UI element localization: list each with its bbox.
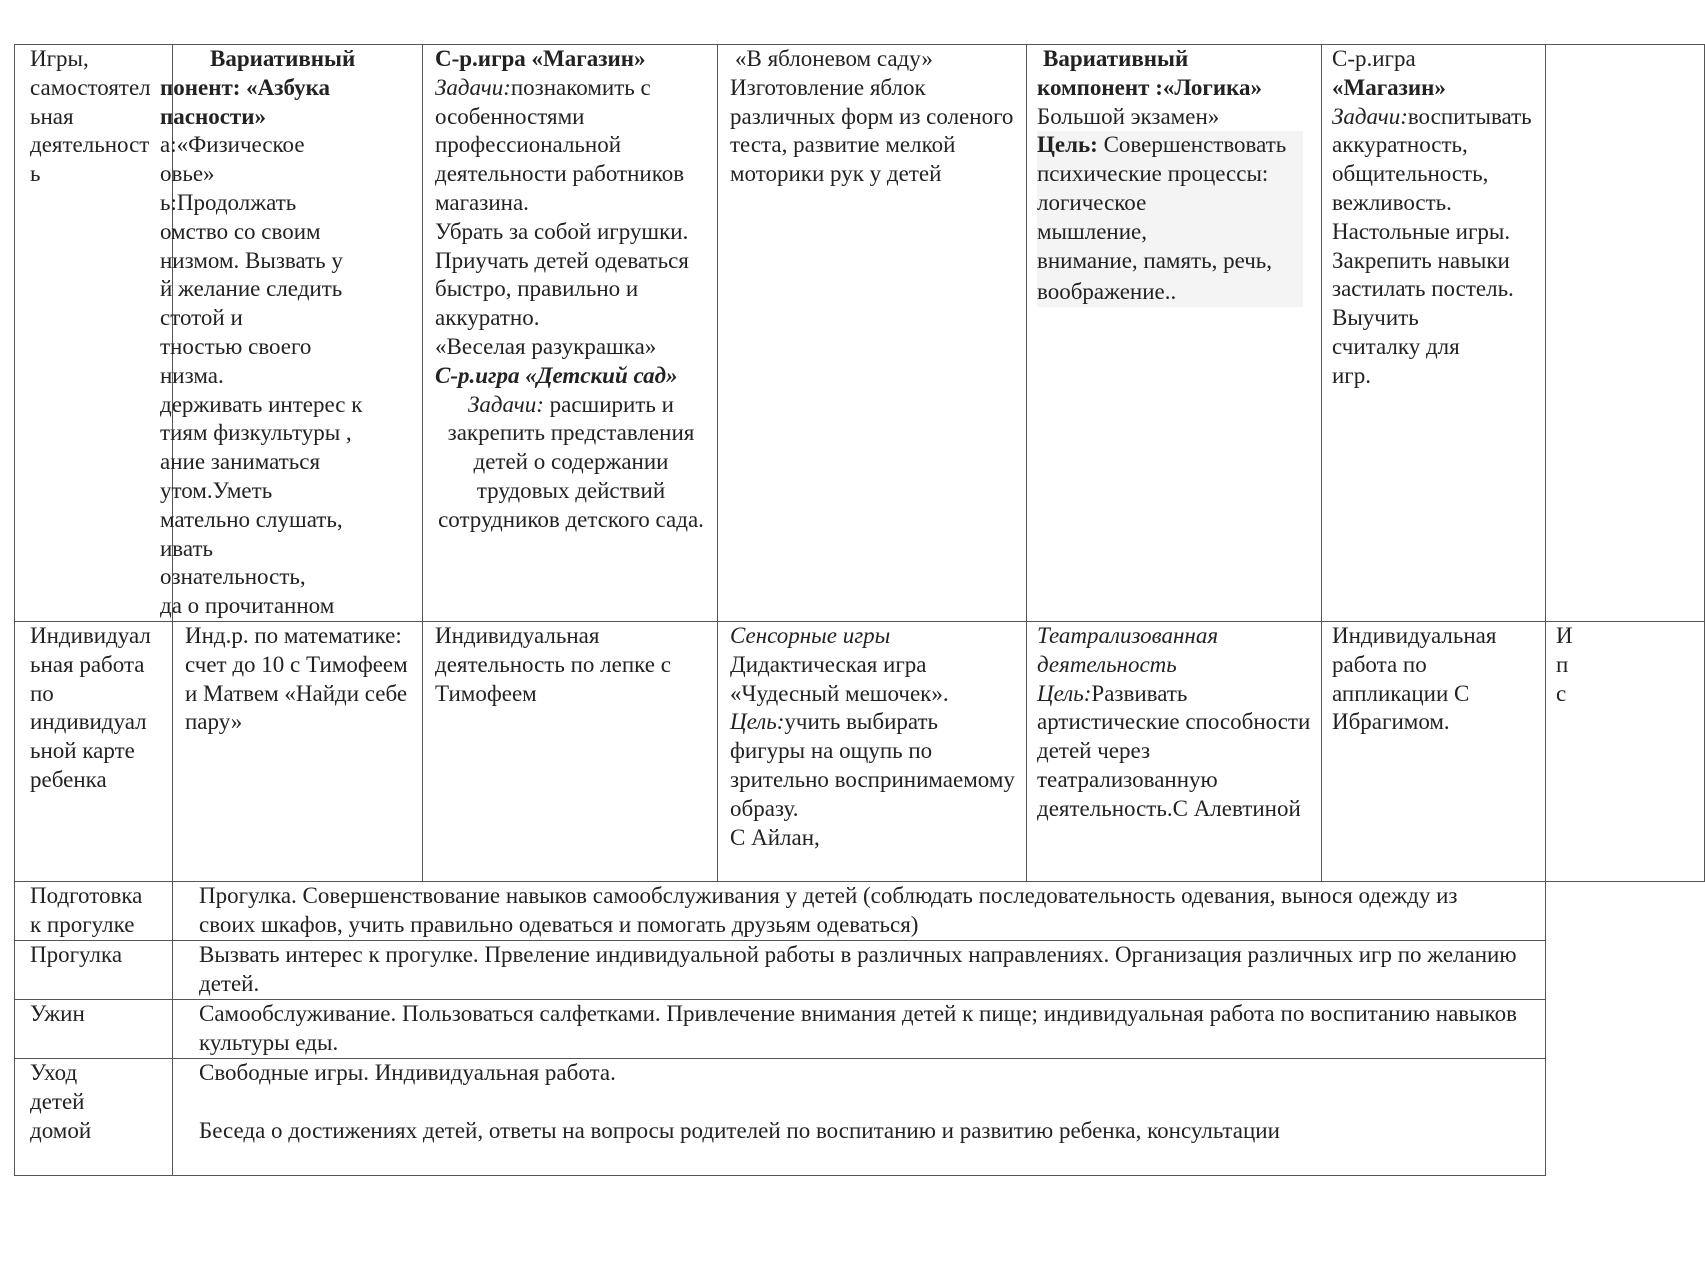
cell-games-fri bbox=[1322, 45, 1546, 622]
thu-goal-line: внимание, память, речь, bbox=[1037, 247, 1273, 273]
fri-line: Настольные игры. bbox=[1332, 218, 1511, 244]
mon-line: овье» bbox=[160, 161, 215, 187]
row-label-walk bbox=[15, 941, 173, 1000]
leaving-text-2: Беседа о достижениях детей, ответы на вопросы родителей по воспитанию и развитию ребенка, консультации bbox=[199, 1117, 1280, 1143]
tue-task: Задачи:познакомить с особенностями профессиональной деятельности работников магазина. bbox=[435, 74, 685, 215]
mon-title-line: пасности» bbox=[160, 103, 266, 129]
cell-games-thu bbox=[1027, 45, 1322, 622]
label-line: к прогулке bbox=[30, 911, 135, 937]
tue-title: С-р.игра «Магазин» bbox=[435, 46, 646, 71]
individual-wed-title: Сенсорные игры bbox=[730, 623, 891, 648]
mon-line: мательно слушать, bbox=[160, 506, 343, 532]
mon-line: да о прочитанном bbox=[160, 593, 335, 619]
cell-games-mon bbox=[160, 45, 423, 622]
cell-individual-tue bbox=[423, 622, 718, 882]
daily-plan-table bbox=[14, 44, 1705, 1176]
row-leaving bbox=[15, 1059, 1705, 1176]
tue-line: «Веселая разукрашка» bbox=[435, 333, 657, 359]
label-line: ьная bbox=[30, 103, 74, 129]
tue-line: Убрать за собой игрушки. bbox=[435, 218, 689, 244]
mon-line: тиям физкультуры , bbox=[160, 420, 352, 446]
row-label-walk-prep bbox=[15, 882, 173, 941]
label-line: ь bbox=[30, 161, 41, 187]
row-dinner bbox=[15, 1000, 1705, 1059]
label-line: домой bbox=[30, 1117, 92, 1143]
cell-games-tue bbox=[423, 45, 718, 622]
individual-thu-goal: Цель:Развивать артистические способности детей через театрализованную деятельность.С Алевтиной bbox=[1037, 680, 1311, 821]
leaving-text-1: Свободные игры. Индивидуальная работа. bbox=[199, 1060, 616, 1085]
mon-line: ь:Продолжать bbox=[160, 189, 297, 215]
thu-title: компонент :«Логика» bbox=[1037, 74, 1263, 100]
mon-line: ознательность, bbox=[160, 564, 306, 590]
row-walk-prep bbox=[15, 882, 1705, 941]
thu-subtitle: Большой экзамен» bbox=[1037, 103, 1220, 129]
fri-task: Задачи:воспитывать аккуратность, общительность, вежливость. bbox=[1332, 103, 1532, 215]
cell-leaving-next bbox=[1546, 1059, 1705, 1176]
row-label-individual bbox=[15, 622, 173, 882]
label-line: Уход bbox=[30, 1060, 78, 1085]
thu-title: Вариативный bbox=[1043, 46, 1189, 71]
label-line: ьная работа bbox=[30, 651, 145, 677]
wed-title: «В яблоневом саду» bbox=[735, 46, 933, 71]
label-line: индивидуал bbox=[30, 709, 147, 735]
label-line: ребенка bbox=[30, 766, 107, 792]
mon-title-line: понент: «Азбука bbox=[160, 74, 331, 100]
row-individual bbox=[15, 622, 1705, 882]
label-line: деятельност bbox=[30, 132, 150, 158]
individual-fri-text: Индивидуальная работа по аппликации С Ибрагимом. bbox=[1332, 623, 1497, 735]
cell-games-wed bbox=[718, 45, 1027, 622]
cell-dinner-text bbox=[173, 1000, 1546, 1059]
fri-line: Закрепить навыки застилать постель. bbox=[1332, 247, 1514, 302]
label-line: Индивидуал bbox=[30, 623, 151, 648]
label-line: ьной карте bbox=[30, 738, 135, 764]
mon-line: тностью своего bbox=[160, 333, 312, 359]
row-games bbox=[15, 45, 1705, 622]
mon-line: й желание следить bbox=[160, 276, 343, 302]
cell-walk-prep-next bbox=[1546, 882, 1705, 941]
label-line: детей bbox=[30, 1088, 85, 1114]
mon-line: омство со своим bbox=[160, 218, 321, 244]
cell-walk-next bbox=[1546, 941, 1705, 1000]
walk-text: Вызвать интерес к прогулке. Првеление индивидуальной работы в различных направлениях. Организация различных игр по желанию детей. bbox=[199, 942, 1517, 996]
cell-individual-mon bbox=[173, 622, 423, 882]
label-line: самостоятел bbox=[30, 74, 151, 100]
mon-line: утом.Уметь bbox=[160, 477, 273, 503]
individual-wed-goal: Цель:учить выбирать фигуры на ощупь по зрительно воспринимаемому образу. bbox=[730, 709, 1015, 821]
next-line: п bbox=[1556, 651, 1569, 677]
thu-goal-line: воображение.. bbox=[1037, 279, 1177, 305]
mon-line: низмом. Вызвать у bbox=[160, 247, 343, 273]
cell-individual-wed bbox=[718, 622, 1027, 882]
tue-line: Приучать детей одеваться быстро, правильно и аккуратно. bbox=[435, 247, 689, 331]
individual-thu-title: Театрализованная деятельность bbox=[1037, 623, 1219, 677]
next-line: И bbox=[1556, 623, 1573, 648]
label-line: Игры, bbox=[30, 46, 89, 71]
mon-line: ание заниматься bbox=[160, 449, 321, 475]
mon-line: держивать интерес к bbox=[160, 391, 363, 417]
row-walk bbox=[15, 941, 1705, 1000]
mon-line: ивать bbox=[160, 535, 214, 561]
individual-mon-text: Инд.р. по математике: счет до 10 с Тимофеем и Матвем «Найди себе пару» bbox=[185, 623, 408, 735]
cell-individual-fri bbox=[1322, 622, 1546, 882]
dinner-label: Ужин bbox=[30, 1001, 85, 1026]
label-line: по bbox=[30, 680, 54, 706]
wed-text: Изготовление яблок различных форм из соленого теста, развитие мелкой моторики рук у детей bbox=[730, 74, 1014, 187]
mon-title-line: Вариативный bbox=[210, 46, 356, 71]
cell-individual-thu bbox=[1027, 622, 1322, 882]
individual-wed-line: Дидактическая игра «Чудесный мешочек». bbox=[730, 651, 949, 706]
cell-individual-next bbox=[1546, 622, 1705, 882]
dinner-text: Самообслуживание. Пользоваться салфетками. Привлечение внимания детей к пище; индивидуальная работа по воспитанию навыков культуры еды. bbox=[199, 1001, 1517, 1055]
cell-dinner-next bbox=[1546, 1000, 1705, 1059]
cell-walk-text bbox=[173, 941, 1546, 1000]
row-label-dinner bbox=[15, 1000, 173, 1059]
walk-prep-text: Прогулка. Совершенствование навыков самообслуживания у детей (соблюдать последовательность одевания, вынося одежду из своих шкафов, учить правильно одеваться и помогать друзьям одеваться) bbox=[199, 883, 1458, 937]
individual-tue-text: Индивидуальная деятельность по лепке с Тимофеем bbox=[435, 623, 671, 706]
thu-goal: Цель: Совершенствовать психические процессы: логическое bbox=[1037, 132, 1287, 215]
tue-title-2: С-р.игра «Детский сад» bbox=[435, 362, 678, 388]
cell-games-next bbox=[1546, 45, 1705, 622]
tue-task-2: Задачи: расширить и закрепить представления детей о содержании трудовых действий сотрудников детского сада. bbox=[438, 391, 704, 532]
fri-line: Выучить считалку для игр. bbox=[1332, 305, 1460, 388]
individual-wed-line: С Айлан, bbox=[730, 824, 820, 850]
row-label-leaving bbox=[15, 1059, 173, 1176]
spacer bbox=[199, 1088, 1517, 1117]
fri-title: «Магазин» bbox=[1332, 74, 1446, 100]
mon-line: низма. bbox=[160, 362, 224, 388]
mon-line: стотой и bbox=[160, 305, 243, 331]
fri-title: С-р.игра bbox=[1332, 46, 1416, 71]
thu-goal-line: мышление, bbox=[1037, 218, 1147, 244]
cell-leaving-text bbox=[173, 1059, 1546, 1176]
walk-label: Прогулка bbox=[30, 942, 123, 967]
next-line: с bbox=[1556, 680, 1567, 706]
mon-line: а:«Физическое bbox=[160, 132, 305, 158]
label-line: Подготовка bbox=[30, 883, 143, 908]
cell-walk-prep-text bbox=[173, 882, 1546, 941]
